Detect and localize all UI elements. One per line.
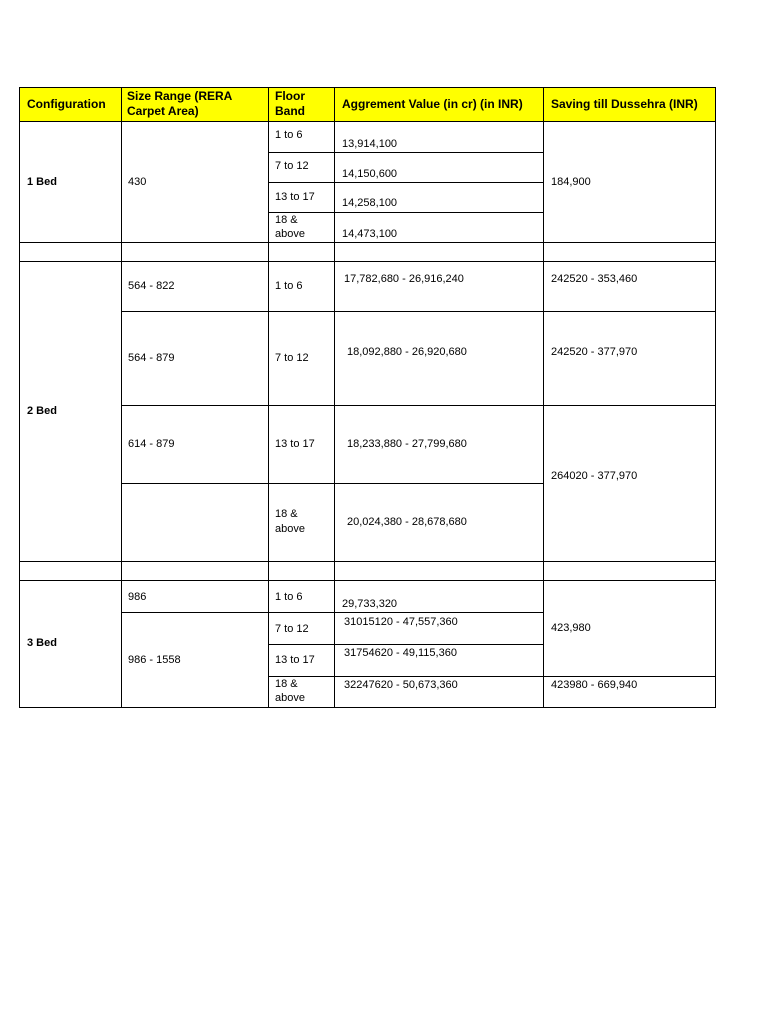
bed1-value-1 xyxy=(334,121,544,153)
bed2-value-2 xyxy=(334,311,544,406)
bed1-value-2 xyxy=(334,152,544,183)
bed2-value-4-text: 20,024,380 - 28,678,680 xyxy=(347,516,467,528)
bed2-saving-3-value: 264020 - 377,970 xyxy=(551,470,638,482)
spacer-2-col1 xyxy=(19,561,122,581)
bed2-value-1 xyxy=(334,261,544,312)
bed2-floor-4 xyxy=(268,483,335,562)
bed2-floor-2 xyxy=(268,311,335,406)
bed2-floor-4-label-line2: above xyxy=(275,523,305,535)
bed2-value-3 xyxy=(334,405,544,484)
bed3-size-1 xyxy=(121,580,269,613)
bed3-floor-1-label: 1 to 6 xyxy=(275,591,303,603)
header-size-range-line2: Carpet Area) xyxy=(127,104,199,118)
bed3-saving-2 xyxy=(543,676,716,708)
bed2-value-4 xyxy=(334,483,544,562)
spacer-1-col5 xyxy=(543,242,716,262)
bed1-floor-4 xyxy=(268,212,335,243)
bed3-size-1-value: 986 xyxy=(128,591,147,603)
bed3-floor-3-label: 13 to 17 xyxy=(275,654,315,666)
bed3-configuration xyxy=(19,580,122,708)
bed3-floor-4 xyxy=(268,676,335,708)
bed1-floor-4-label-line1: 18 & xyxy=(275,214,298,226)
bed1-floor-3 xyxy=(268,182,335,213)
bed2-configuration-label: 2 Bed xyxy=(27,405,57,417)
bed2-size-3-value: 614 - 879 xyxy=(128,438,175,450)
bed2-floor-3 xyxy=(268,405,335,484)
bed2-saving-2 xyxy=(543,311,716,406)
bed3-configuration-label: 3 Bed xyxy=(27,637,57,649)
bed1-size xyxy=(121,121,269,243)
spacer-1-col4 xyxy=(334,242,544,262)
header-size-range xyxy=(121,87,269,122)
bed2-floor-1 xyxy=(268,261,335,312)
bed1-value-2-text: 14,150,600 xyxy=(342,168,398,180)
bed3-floor-4-label-line2: above xyxy=(275,692,305,704)
bed1-value-4 xyxy=(334,212,544,243)
bed1-value-3 xyxy=(334,182,544,213)
header-configuration xyxy=(19,87,122,122)
spacer-2-col4 xyxy=(334,561,544,581)
bed3-saving-2-value: 423980 - 669,940 xyxy=(551,679,638,691)
bed1-floor-2-label: 7 to 12 xyxy=(275,160,309,172)
bed1-floor-2 xyxy=(268,152,335,183)
bed2-size-1-value: 564 - 822 xyxy=(128,280,175,292)
header-floor-band-line2: Band xyxy=(275,104,305,118)
spacer-2-col2 xyxy=(121,561,269,581)
spacer-2-col3 xyxy=(268,561,335,581)
bed2-size-2 xyxy=(121,311,269,406)
spacer-1-col2 xyxy=(121,242,269,262)
bed3-floor-3 xyxy=(268,644,335,677)
bed3-floor-2-label: 7 to 12 xyxy=(275,623,309,635)
header-configuration-label: Configuration xyxy=(27,97,106,111)
header-size-range-line1: Size Range (RERA xyxy=(127,89,233,103)
bed3-value-3 xyxy=(334,644,544,677)
bed3-value-1-text: 29,733,320 xyxy=(342,598,398,610)
bed3-floor-1 xyxy=(268,580,335,613)
bed2-value-3-text: 18,233,880 - 27,799,680 xyxy=(347,438,467,450)
bed2-size-2-value: 564 - 879 xyxy=(128,352,175,364)
bed2-configuration xyxy=(19,261,122,562)
bed1-floor-3-label: 13 to 17 xyxy=(275,191,315,203)
bed1-value-4-text: 14,473,100 xyxy=(342,228,398,240)
bed2-floor-1-label: 1 to 6 xyxy=(275,280,303,292)
spacer-1-col1 xyxy=(19,242,122,262)
bed3-value-4 xyxy=(334,676,544,708)
bed3-value-2-text: 31015120 - 47,557,360 xyxy=(344,616,458,628)
bed2-saving-2-value: 242520 - 377,970 xyxy=(551,346,638,358)
bed1-floor-1-label: 1 to 6 xyxy=(275,129,303,141)
bed2-floor-2-label: 7 to 12 xyxy=(275,352,309,364)
bed1-size-value: 430 xyxy=(128,176,147,188)
bed1-saving-value: 184,900 xyxy=(551,176,591,188)
bed3-floor-2 xyxy=(268,612,335,645)
bed2-value-2-text: 18,092,880 - 26,920,680 xyxy=(347,346,467,358)
bed1-value-1-text: 13,914,100 xyxy=(342,138,398,150)
header-agreement-value-label: Aggrement Value (in cr) (in INR) xyxy=(342,97,523,111)
bed3-saving-1-value: 423,980 xyxy=(551,622,591,634)
header-floor-band xyxy=(268,87,335,122)
header-floor-band-line1: Floor xyxy=(275,89,305,103)
bed3-saving-1 xyxy=(543,580,716,677)
spacer-2-col5 xyxy=(543,561,716,581)
bed1-saving xyxy=(543,121,716,243)
bed2-size-4 xyxy=(121,483,269,562)
bed2-value-1-text: 17,782,680 - 26,916,240 xyxy=(344,273,464,285)
bed2-saving-1-value: 242520 - 353,460 xyxy=(551,273,638,285)
bed3-floor-4-label-line1: 18 & xyxy=(275,678,298,690)
bed3-size-2-value: 986 - 1558 xyxy=(128,654,181,666)
header-saving xyxy=(543,87,716,122)
header-saving-label: Saving till Dussehra (INR) xyxy=(551,97,698,111)
bed1-floor-1 xyxy=(268,121,335,153)
bed3-value-1 xyxy=(334,580,544,613)
bed1-value-3-text: 14,258,100 xyxy=(342,197,398,209)
bed3-value-3-text: 31754620 - 49,115,360 xyxy=(344,647,457,659)
bed3-value-4-text: 32247620 - 50,673,360 xyxy=(344,679,458,691)
bed1-floor-4-label-line2: above xyxy=(275,228,305,240)
bed2-floor-4-label-line1: 18 & xyxy=(275,508,298,520)
bed3-size-2 xyxy=(121,612,269,708)
spacer-1-col3 xyxy=(268,242,335,262)
bed1-configuration xyxy=(19,121,122,243)
bed3-value-2 xyxy=(334,612,544,645)
bed2-saving-1 xyxy=(543,261,716,312)
bed2-size-1 xyxy=(121,261,269,312)
bed1-configuration-label: 1 Bed xyxy=(27,176,57,188)
bed2-floor-3-label: 13 to 17 xyxy=(275,438,315,450)
header-agreement-value xyxy=(334,87,544,122)
bed2-saving-3 xyxy=(543,405,716,562)
